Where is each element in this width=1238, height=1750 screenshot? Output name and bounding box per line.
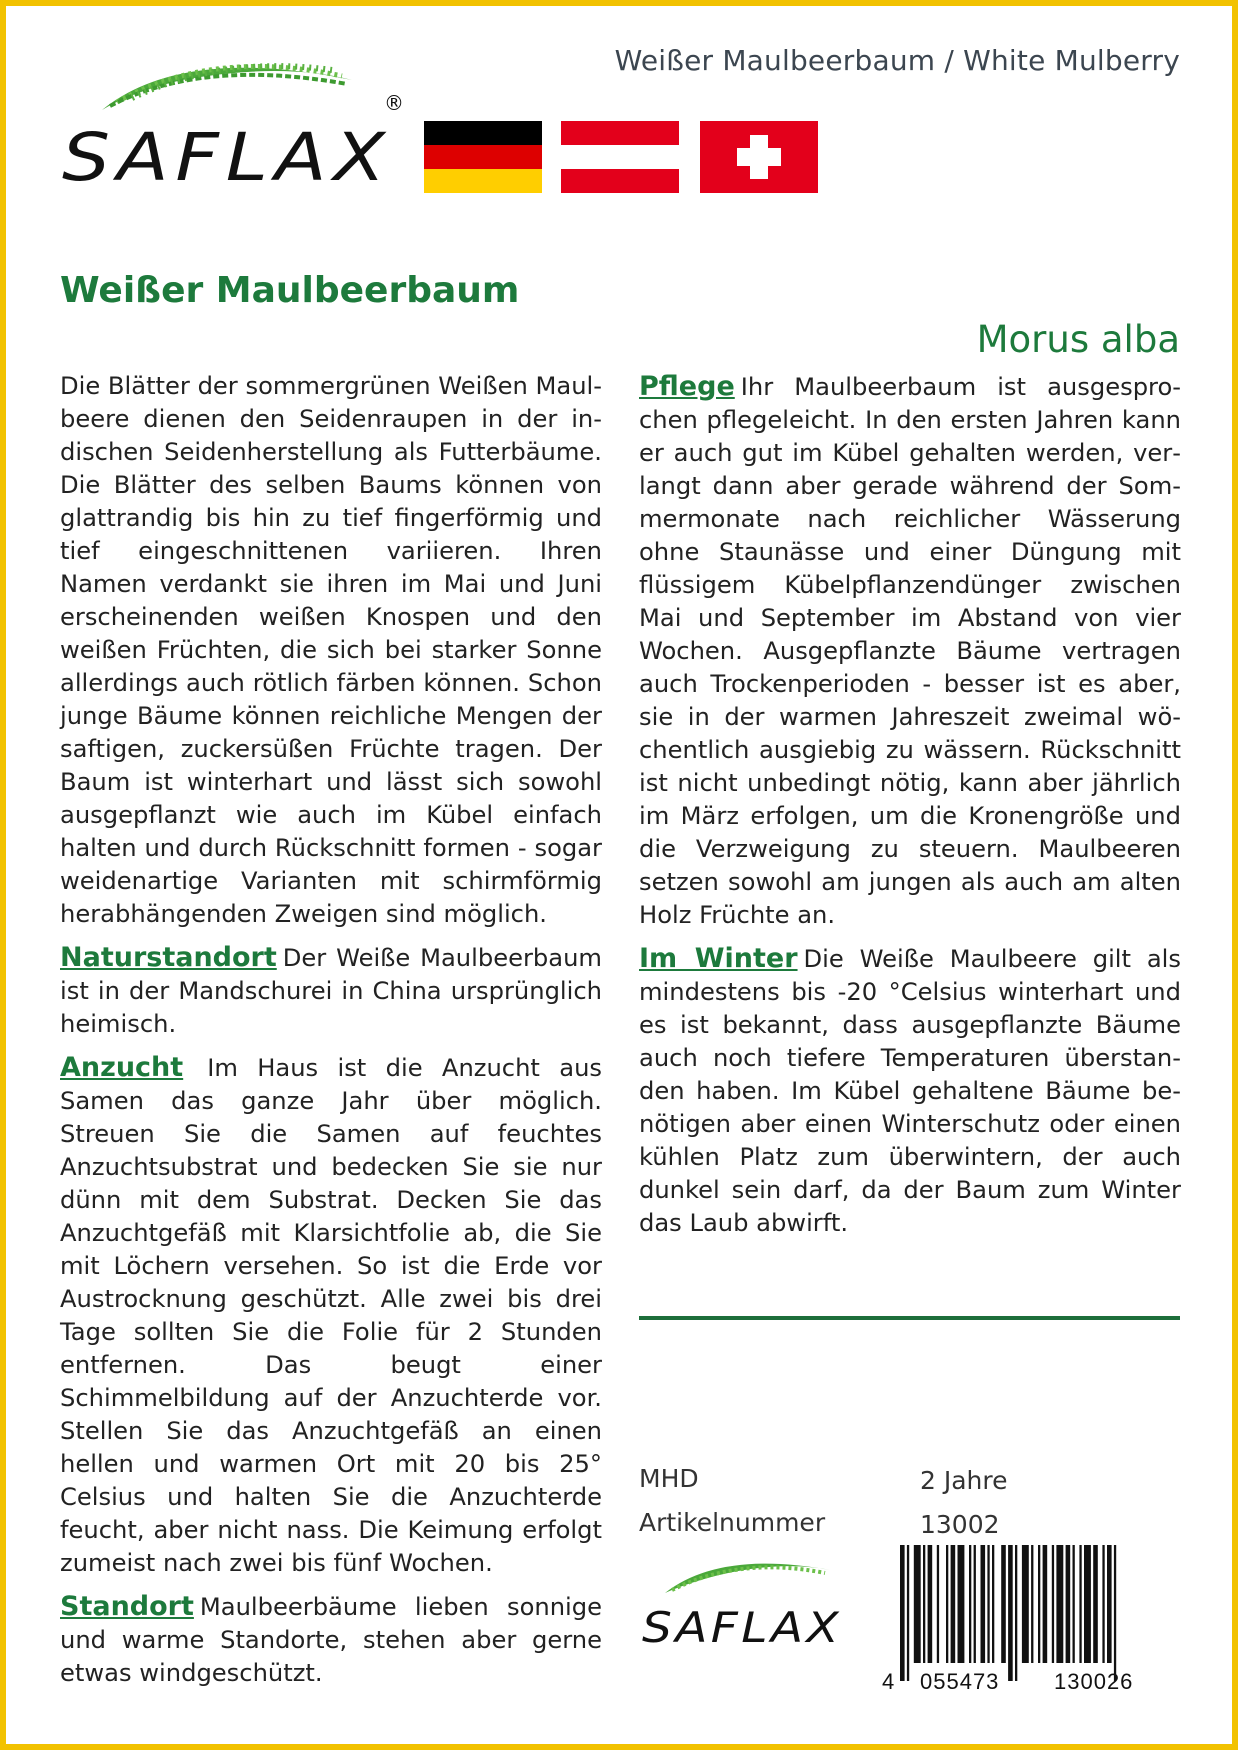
pflege-heading: Pflege: [639, 371, 735, 402]
naturstandort-text: Der Weiße Maulbeerbaum ist in der Mandschurei in China ursprünglich heimisch.: [60, 944, 602, 1038]
barcode-bar: [958, 1545, 965, 1663]
barcode-bar: [946, 1545, 948, 1663]
barcode-bar: [937, 1545, 939, 1663]
leaf-arc-icon: [665, 1564, 830, 1593]
section-anzucht: [60, 1051, 602, 1580]
saflax-logo: [62, 40, 412, 210]
barcode-bar: [914, 1545, 921, 1663]
barcode-bar: [1093, 1545, 1098, 1663]
barcode-bar: [1052, 1545, 1054, 1663]
logo-small-text: SAFLAX: [642, 1603, 842, 1652]
barcode-bar: [1079, 1545, 1081, 1663]
barcode-bar: [981, 1545, 986, 1663]
barcode-bar: [1008, 1545, 1013, 1681]
barcode-bars: [900, 1545, 1116, 1681]
mhd-value: 2 Jahre: [920, 1466, 1008, 1495]
anzucht-text: Im Haus ist die Anzucht aus Samen das ganze Jahr über möglich. Streuen Sie die Samen auf feuchtes Anzuchtsubstrat und bedecken Sie sie nur dünn mit dem Substrat. Decken Sie das Anzuchtgefäß mit Klarsichtfolie ab, die Sie mit Löchern versehen. So ist die Erde vor Austrocknung geschützt. Alle zwei bis drei Tage sollten Sie die Folie für 2 Stunden entfernen. Das beugt einer Schimmelbildung auf der Anzuchterde vor. Stellen Sie das Anzuchtgefäß an einen hellen und warmen Ort mit 20 bis 25° Celsius und halten Sie die Anzuchterde feucht, aber nicht nass. Die Keimung erfolgt zumeist nach zwei bis fünf Wochen.: [60, 1054, 602, 1577]
barcode-bar: [951, 1545, 956, 1663]
barcode-bar: [1107, 1545, 1112, 1663]
standort-text: Maulbeerbäume lieben sonnige und warme Standorte, stehen aber gerne etwas windgeschützt.: [60, 1593, 602, 1687]
barcode-bar: [928, 1545, 933, 1663]
barcode-bar: [1056, 1545, 1063, 1663]
barcode-bar: [974, 1545, 976, 1663]
barcode-bar: [1114, 1545, 1116, 1681]
barcode-bar: [1031, 1545, 1033, 1663]
intro-paragraph: Die Blätter der sommergrünen Weißen Maulbeere dienen den Seidenraupen in der indischen Seidenherstellung als Futterbäume. Die Blätter des selben Baums können von glattrandig bis hin zu tief fingerförmig und tief eingeschnittenen variieren. Ihren Namen verdankt sie ihren im Mai und Juni erscheinenden weißen Knospen und den weißen Früchten, die sich bei starker Sonne allerdings auch rötlich färben können. Schon junge Bäume können reichliche Mengen der saftigen, zuckersüßen Früchte tragen. Der Baum ist winterhart und lässt sich sowohl ausgepflanzt wie auch im Kübel einfach halten und durch Rückschnitt formen - sogar weidenartige Varianten mit schirmförmig herabhängenden Zweigen sind möglich.: [60, 372, 602, 928]
barcode-bar: [907, 1545, 909, 1681]
section-standort: [60, 1590, 602, 1690]
barcode-bar: [1038, 1545, 1040, 1663]
left-column: [60, 370, 602, 1700]
standort-heading: Standort: [60, 1591, 194, 1622]
barcode-bar: [1001, 1545, 1006, 1663]
mhd-label: MHD: [639, 1464, 699, 1493]
naturstandort-heading: Naturstandort: [60, 942, 277, 973]
barcode-left-group: 055473: [920, 1669, 1000, 1693]
barcode-first-digit: 4: [882, 1669, 895, 1693]
barcode-bar: [1043, 1545, 1048, 1663]
barcode-bar: [900, 1545, 905, 1681]
barcode: [882, 1545, 1180, 1693]
section-winter: [639, 942, 1181, 1240]
anzucht-heading: Anzucht: [60, 1052, 184, 1083]
logo-text: SAFLAX: [62, 119, 392, 196]
barcode-bar: [987, 1545, 989, 1663]
section-pflege: [639, 370, 1181, 932]
switzerland-flag-icon: [700, 121, 818, 193]
header-title: Weißer Maulbeerbaum / White Mulberry: [614, 44, 1180, 77]
winter-text: Die Weiße Maulbeere gilt als mindestens bis -20 °Celsius winterhart und es ist bekannt, dass ausgepflanzte Bäume auch noch tiefere Temperaturen überstanden haben. Im Kübel gehaltene Bäume benötigen aber einen Winterschutz oder einen kühlen Platz zum überwintern, der auch dunkel sein darf, da der Baum zum Winter das Laub abwirft.: [639, 945, 1181, 1237]
registered-mark: ®: [384, 91, 404, 115]
germany-flag-icon: [424, 121, 542, 193]
barcode-bar: [969, 1545, 971, 1663]
barcode-bar: [1073, 1545, 1075, 1663]
barcode-bar: [1102, 1545, 1104, 1663]
right-column: [639, 370, 1181, 1250]
barcode-bar: [1084, 1545, 1091, 1663]
austria-flag-icon: [561, 121, 679, 193]
article-number-value: 13002: [920, 1510, 1000, 1539]
barcode-bar: [1015, 1545, 1017, 1681]
pflege-text: Ihr Maulbeerbaum ist ausgesprochen pflegeleicht. In den ersten Jahren kann er auch gut im Kübel gehalten werden, verlangt dann aber gerade während der Sommermonate nach reichlicher Wässerung ohne Staunässe und einer Düngung mit flüssigem Kübelpflanzendünger zwischen Mai und September im Abstand von vier Wochen. Ausgepflanzte Bäume vertragen auch Trockenperioden - besser ist es aber, sie in der warmen Jahreszeit zweimal wöchentlich ausgiebig zu wässern. Rückschnitt ist nicht unbedingt nötig, kann aber jährlich im März erfolgen, um die Kronengröße und die Verzweigung zu steuern. Maulbeeren setzen sowohl am jungen als auch am alten Holz Früchte an.: [639, 373, 1181, 929]
page-title: Weißer Maulbeerbaum: [60, 270, 520, 311]
barcode-bar: [923, 1545, 925, 1663]
saflax-logo-small: [640, 1548, 855, 1656]
barcode-bar: [1022, 1545, 1029, 1663]
leaf-arc-icon: [102, 66, 352, 110]
latin-name: Morus alba: [976, 318, 1180, 361]
winter-heading: Im Winter: [639, 943, 798, 974]
barcode-bar: [1066, 1545, 1071, 1663]
barcode-right-group: 130026: [1054, 1669, 1134, 1693]
barcode-bar: [992, 1545, 994, 1663]
article-number-label: Artikelnummer: [639, 1508, 826, 1537]
green-divider: [639, 1316, 1180, 1320]
section-naturstandort: [60, 941, 602, 1041]
